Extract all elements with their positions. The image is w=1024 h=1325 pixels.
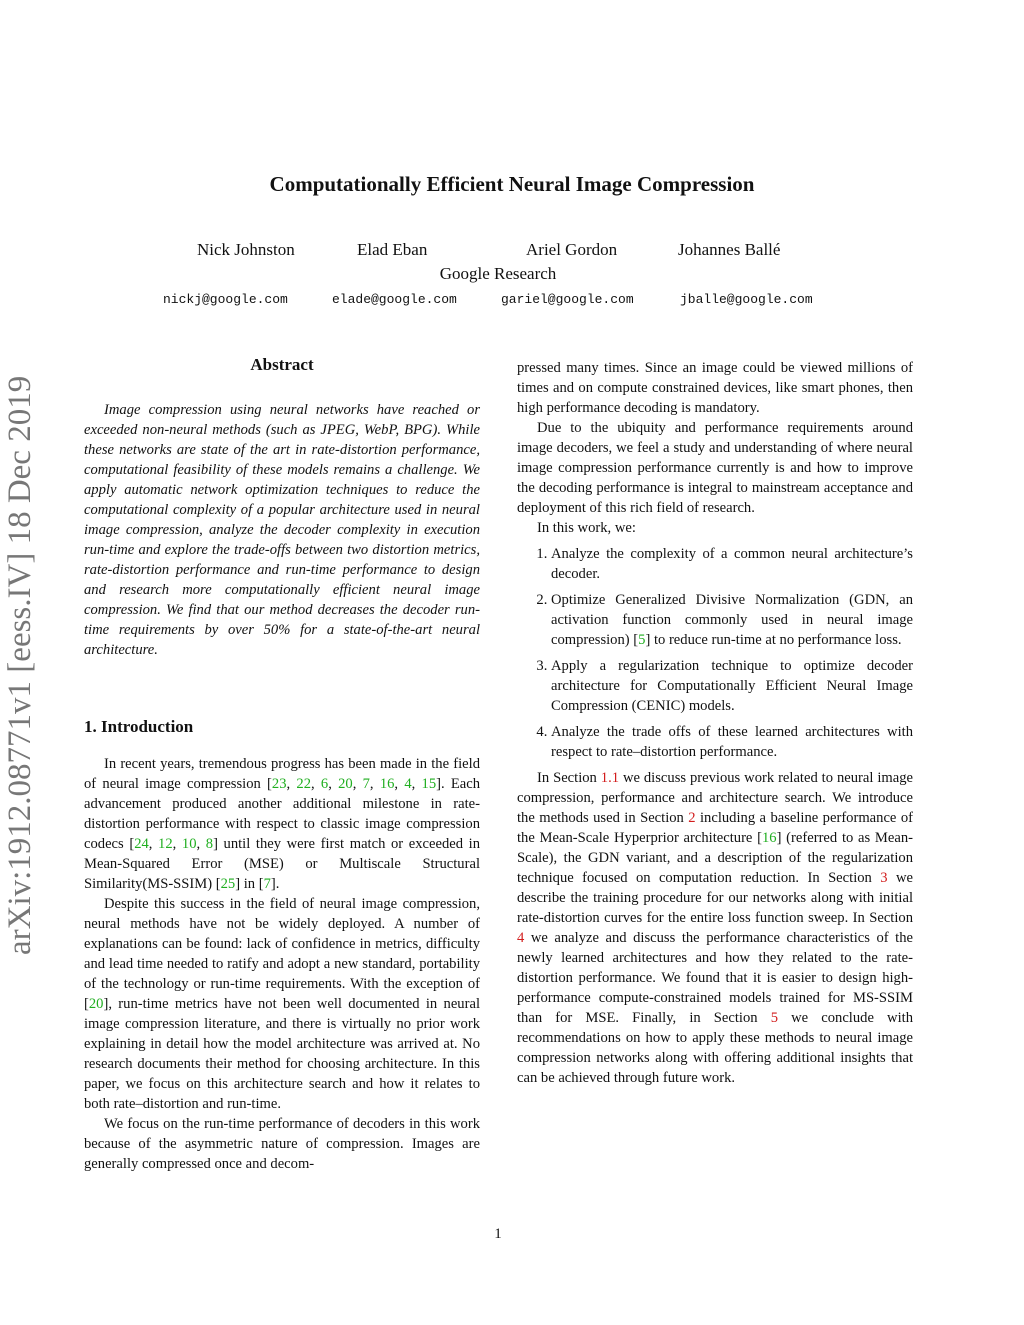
intro-body (84, 754, 480, 1174)
author-email[interactable]: elade@google.com (332, 292, 457, 307)
citation-link[interactable]: 15 (421, 776, 437, 792)
section-link[interactable]: 3 (880, 870, 888, 886)
page-number: 1 (494, 1226, 502, 1242)
paragraph: In recent years, tremendous progress has been made in the field of neural image compression [23, 22, 6, 20, 7, 16, 4, 15]. Each advancement produced another additional milestone in rate-distortion performance with respect to classic image compression codecs [24, 12, 10, 8] until they were first match or exceeded in Mean-Squared Error (MSE) or Multiscale Structural Similarity(MS-SSIM) [25] in [7]. (84, 756, 481, 892)
paragraph: In this work, we: (537, 520, 636, 536)
affiliation: Google Research (439, 264, 557, 283)
citation-link[interactable]: 10 (181, 836, 197, 852)
paragraph: We focus on the run-time performance of decoders in this work because of the asymmetric nature of compression. Images are generally compressed once and decom- (84, 1116, 480, 1172)
citation-link[interactable]: 22 (296, 776, 312, 792)
paragraph: Due to the ubiquity and performance requirements around image decoders, we feel a study and understanding of where neural image compression performance currently is and how to improve the decoding performance is integral to mainstream acceptance and deployment of this rich field of research. (517, 420, 913, 516)
citation-link[interactable]: 12 (158, 836, 173, 852)
citation-link[interactable]: 16 (762, 830, 777, 846)
right-column (517, 358, 913, 1088)
citation-link[interactable]: 20 (88, 996, 104, 1012)
paragraph: In Section 1.1 we discuss previous work related to neural image compression, performance and architecture search. We introduce the methods used in Section 2 including a baseline performance of the Mean-Scale Hyperprior architecture [16] (referred to as Mean-Scale), the GDN variant, and a description of the regularization technique focused on computation reduction. In Section 3 we describe the training procedure for our networks along with initial rate-distortion curves for the entire loss function sweep. In Section 4 we analyze and discuss the performance characteristics of the newly learned architectures and how they related to the rate-distortion performance. We found that it is easier to design high-performance compute-constrained models trained for MS-SSIM than for MSE. Finally, in Section 5 we conclude with recommendations on how to apply these methods to neural image compression networks along with offering additional insights that can be achieved through future work. (517, 770, 913, 1086)
list-item: 1. Analyze the complexity of a common neural architecture’s decoder. (551, 544, 913, 584)
list-item: 3. Apply a regularization technique to optimize decoder architecture for Computationally Efficient Neural Image Compression (CENIC) models. (551, 656, 913, 716)
section-link[interactable]: 1.1 (600, 770, 620, 786)
citation-link[interactable]: 23 (271, 776, 287, 792)
abstract-heading: Abstract (250, 355, 314, 374)
paper-title: Computationally Efficient Neural Image Compression (269, 172, 755, 196)
section-heading: 1. Introduction (84, 717, 194, 736)
list-item: 4. Analyze the trade offs of these learned architectures with respect to rate–distortion performance. (551, 722, 913, 762)
citation-link[interactable]: 24 (134, 836, 149, 852)
author-name: Elad Eban (357, 240, 428, 259)
contribution-list (517, 544, 913, 762)
abstract-text: Image compression using neural networks have reached or exceeded non-neural methods (such as JPEG, WebP, BPG). While these networks are state of the art in rate-distortion performance, computational feasibility of these models remains a challenge. We apply automatic network optimization techniques to reduce the computational complexity of a popular architecture used in neural image compression, analyze the decoder complexity in execution run-time and explore the trade-offs between two distortion metrics, rate-distortion performance and run-time performance to design and research more computationally efficient neural image compression. We find that our method decreases the decoder run-time requirements by over 50% for a state-of-the-art neural architecture. (84, 402, 480, 658)
citation-link[interactable]: 8 (205, 836, 214, 852)
citation-link[interactable]: 6 (320, 776, 329, 792)
citation-link[interactable]: 7 (362, 776, 370, 792)
author-email[interactable]: gariel@google.com (501, 292, 634, 307)
section-link[interactable]: 4 (517, 930, 525, 946)
author-name: Johannes Ballé (678, 240, 781, 259)
citation-link[interactable]: 20 (338, 776, 353, 792)
author-email[interactable]: jballe@google.com (680, 292, 813, 307)
section-link[interactable]: 2 (688, 810, 696, 826)
arxiv-identifier: arXiv:1912.08771v1 [eess.IV] 18 Dec 2019 (2, 375, 38, 955)
citation-link[interactable]: 16 (379, 776, 395, 792)
paragraph: Despite this success in the field of neural image compression, neural methods have not be widely deployed. A number of explanations can be found: lack of confidence in metrics, difficulty and lead time needed to ratify and adopt a new standard, portability of the technology or run-time requirements. With the exception of [20], run-time metrics have not been well documented in neural image compression literature, and there is virtually no prior work explaining in detail how the model architecture was arrived at. No research documents their method for choosing architecture. In this paper, we focus on this architecture search and how it relates to both rate–distortion and run-time. (84, 896, 480, 1112)
list-item: 2. Optimize Generalized Divisive Normalization (GDN, an activation function commonly used in neural image compression) [5] to reduce run-time at no performance loss. (551, 590, 913, 650)
citation-link[interactable]: 5 (638, 632, 646, 648)
author-name: Ariel Gordon (526, 240, 618, 259)
section-link[interactable]: 5 (770, 1010, 778, 1026)
citation-link[interactable]: 25 (220, 876, 236, 892)
abstract-body (84, 400, 480, 660)
author-email[interactable]: nickj@google.com (163, 292, 288, 307)
citation-link[interactable]: 4 (404, 776, 412, 792)
author-name: Nick Johnston (197, 240, 295, 259)
citation-link[interactable]: 7 (263, 876, 271, 892)
paragraph: pressed many times. Since an image could be viewed millions of times and on compute constrained devices, like smart phones, then high performance decoding is mandatory. (517, 360, 913, 416)
